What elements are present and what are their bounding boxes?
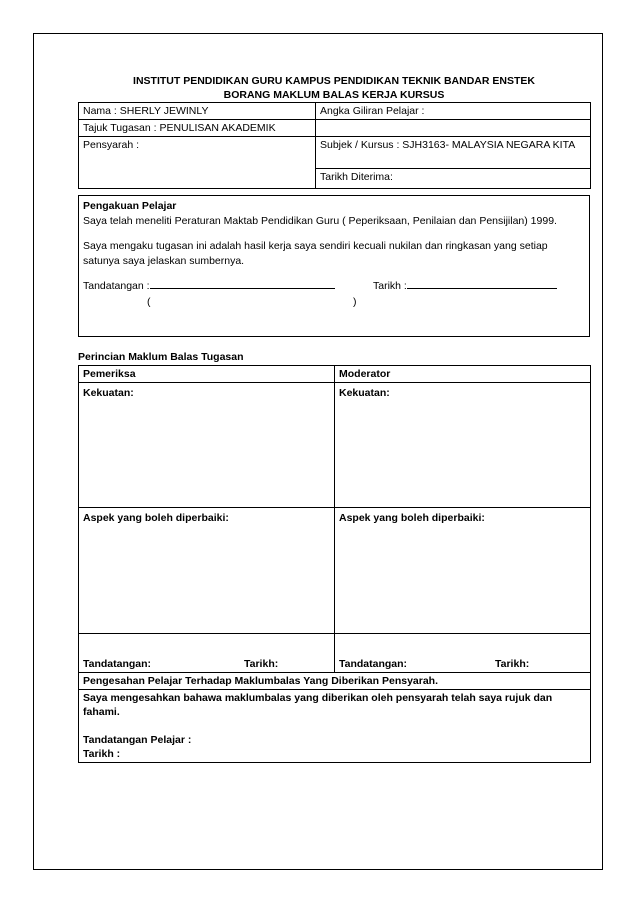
pengakuan-para1: Saya telah meneliti Peraturan Maktab Pendidikan Guru ( Peperiksaan, Penilaian dan Pensijilan) 1999. xyxy=(83,215,557,227)
aspek-moderator[interactable]: Aspek yang boleh diperbaiki: xyxy=(335,508,591,634)
pengesahan-body[interactable] xyxy=(79,690,591,763)
perincian-heading: Perincian Maklum Balas Tugasan xyxy=(78,351,244,363)
pengesahan-tarikh: Tarikh : xyxy=(83,748,121,760)
pengakuan-heading: Pengakuan Pelajar xyxy=(83,200,177,212)
moderator-header: Moderator xyxy=(335,366,591,383)
info-table xyxy=(78,102,591,189)
tandatangan-moderator: Tandatangan: xyxy=(339,658,408,670)
pengesahan-tandatangan: Tandatangan Pelajar : xyxy=(83,734,192,746)
open-paren: ( xyxy=(147,296,151,308)
tajuk-field[interactable]: Tajuk Tugasan : PENULISAN AKADEMIK xyxy=(79,120,316,137)
tandatangan-pemeriksa: Tandatangan: xyxy=(83,658,152,670)
form-title: BORANG MAKLUM BALAS KERJA KURSUS xyxy=(223,89,445,101)
kekuatan-pemeriksa[interactable]: Kekuatan: xyxy=(79,383,335,508)
sign-moderator-cell[interactable] xyxy=(335,634,591,673)
blank-cell xyxy=(316,120,591,137)
sign-pemeriksa-cell[interactable] xyxy=(79,634,335,673)
tandatangan-line[interactable] xyxy=(150,288,335,289)
subjek-field[interactable]: Subjek / Kursus : SJH3163- MALAYSIA NEGARA KITA xyxy=(316,137,591,169)
institute-title: INSTITUT PENDIDIKAN GURU KAMPUS PENDIDIKAN TEKNIK BANDAR ENSTEK xyxy=(133,75,535,87)
aspek-pemeriksa[interactable]: Aspek yang boleh diperbaiki: xyxy=(79,508,335,634)
pemeriksa-header: Pemeriksa xyxy=(79,366,335,383)
pengesahan-text: Saya mengesahkan bahawa maklumbalas yang diberikan oleh pensyarah telah saya rujuk dan fahami. xyxy=(83,692,553,718)
pensyarah-field[interactable]: Pensyarah : xyxy=(79,137,316,189)
pengakuan-para2: Saya mengaku tugasan ini adalah hasil kerja saya sendiri kecuali nukilan dan ringkasan yang setiap satunya saya jelaskan sumbernya. xyxy=(83,240,548,267)
tarikh-label: Tarikh : xyxy=(373,280,407,292)
tarikh-line[interactable] xyxy=(407,288,557,289)
name-row xyxy=(83,295,585,311)
pengesahan-heading: Pengesahan Pelajar Terhadap Maklumbalas Yang Diberikan Pensyarah. xyxy=(79,673,591,690)
tarikh-diterima-field[interactable]: Tarikh Diterima: xyxy=(316,169,591,189)
tarikh-pemeriksa: Tarikh: xyxy=(244,658,279,670)
close-paren: ) xyxy=(353,296,357,308)
nama-field[interactable]: Nama : SHERLY JEWINLY xyxy=(79,103,316,120)
pengakuan-box xyxy=(78,195,590,337)
angka-giliran-field[interactable]: Angka Giliran Pelajar : xyxy=(316,103,591,120)
perincian-table xyxy=(78,365,591,763)
signature-row xyxy=(83,279,585,295)
tandatangan-label: Tandatangan : xyxy=(83,280,150,292)
kekuatan-moderator[interactable]: Kekuatan: xyxy=(335,383,591,508)
tarikh-moderator: Tarikh: xyxy=(495,658,530,670)
